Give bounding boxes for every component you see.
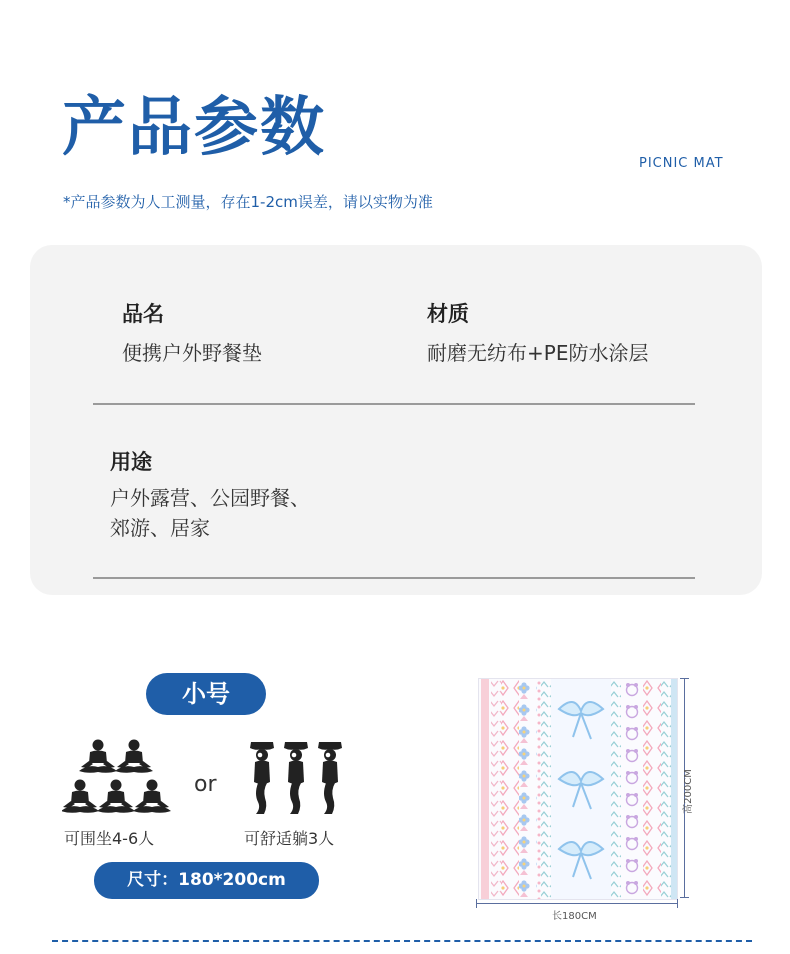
sit-capacity-caption: 可围坐4-6人 xyxy=(64,829,155,848)
measurement-note: *产品参数为人工测量，存在1-2cm误差，请以实物为准 xyxy=(63,193,433,211)
material-value: 耐磨无纺布+PE防水涂层 xyxy=(427,341,649,365)
brand-tag: PICNIC MAT xyxy=(639,156,724,171)
material-label: 材质 xyxy=(427,302,469,326)
lie-capacity-caption: 可舒适躺3人 xyxy=(244,829,335,848)
picnic-mat-pattern xyxy=(479,679,677,899)
page-title: 产品参数 xyxy=(62,91,326,165)
dashed-divider xyxy=(52,940,752,942)
height-dimension-label: 高200CM xyxy=(682,769,694,814)
usage-value-line2: 郊游、居家 xyxy=(110,516,210,540)
width-dimension-tick xyxy=(476,899,477,908)
width-dimension-label: 长180CM xyxy=(552,911,597,922)
divider xyxy=(93,403,695,405)
sitting-person-icon xyxy=(62,735,174,817)
usage-label: 用途 xyxy=(110,450,152,474)
name-label: 品名 xyxy=(122,302,164,326)
size-badge: 小号 xyxy=(146,673,266,715)
lying-person-icon xyxy=(244,742,350,816)
name-value: 便携户外野餐垫 xyxy=(122,341,262,365)
width-dimension-tick xyxy=(677,899,678,908)
height-dimension-tick xyxy=(680,678,689,679)
divider xyxy=(93,577,695,579)
usage-value-line1: 户外露营、公园野餐、 xyxy=(110,486,310,510)
picnic-mat-image xyxy=(478,678,678,900)
height-dimension-tick xyxy=(680,897,689,898)
width-dimension-line xyxy=(476,903,678,904)
size-dimension-badge: 尺寸：180*200cm xyxy=(94,862,319,899)
or-text: or xyxy=(194,772,217,797)
